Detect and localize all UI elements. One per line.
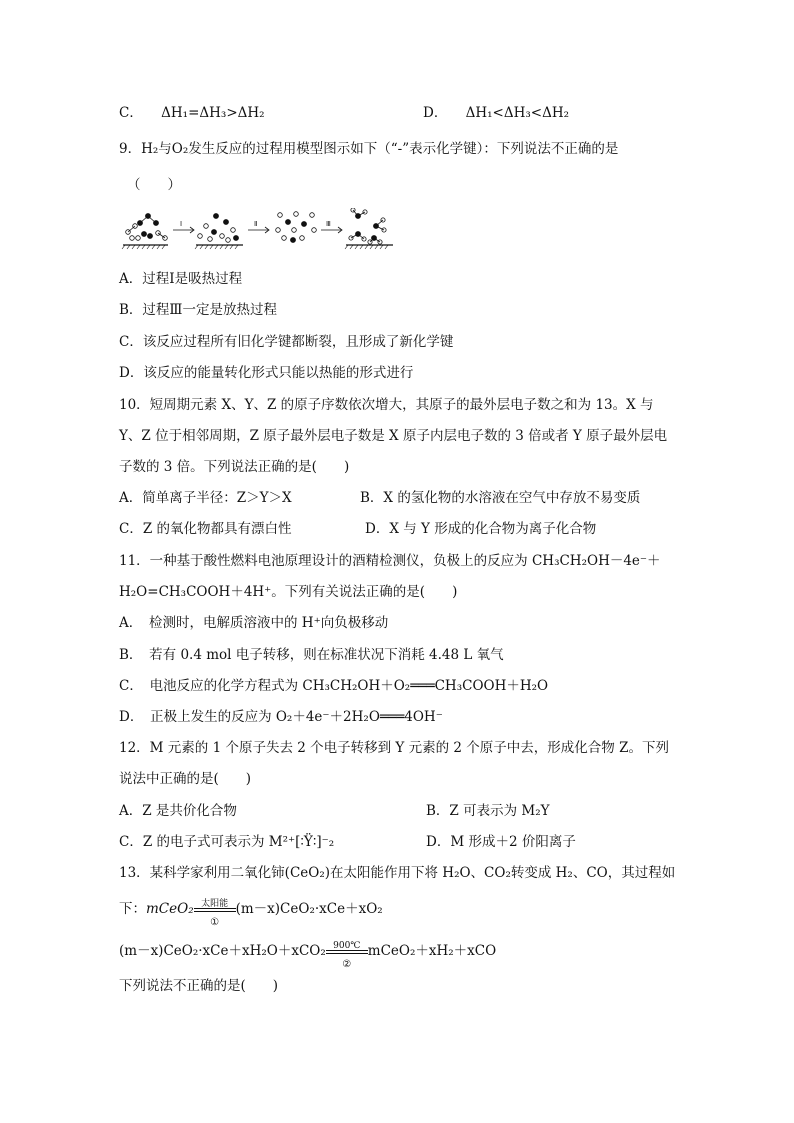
stage-3-atoms	[276, 212, 317, 243]
q10-option-b: B．X 的氢化物的水溶液在空气中存放不易变质	[360, 490, 641, 506]
eq-prefix: 下：	[119, 901, 146, 917]
q13-equation-1	[119, 898, 383, 928]
stem-text: H₂与O₂发生反应的过程用模型图示如下（“-”	[141, 141, 410, 157]
q12-stem-line1: 12．M 元素的 1 个原子失去 2 个电子转移到 Y 元素的 2 个原子中去，形成化合物 Z。下列	[119, 740, 669, 756]
step-label-2: Ⅱ	[254, 220, 258, 228]
q12-option-a: A．Z 是共价化合物	[119, 803, 237, 819]
q11-option-c: C． 电池反应的化学方程式为 CH₃CH₂OH＋O₂═══CH₃COOH＋H₂O	[119, 678, 549, 694]
q12-option-b: B．Z 可表示为 M₂Y	[426, 803, 550, 819]
option-text: ΔH₁=ΔH₃>ΔH₂	[161, 105, 265, 121]
q13-stem-line1: 13．某科学家利用二氧化铈(CeO₂)在太阳能作用下将 H₂O、CO₂转变成 H₂、CO，其过程如	[119, 865, 676, 881]
eq2-rhs: mCeO₂＋xH₂＋xCO	[367, 943, 497, 959]
q9-stem	[119, 140, 618, 158]
q10-option-d: D．X 与 Y 形成的化合物为离子化合物	[365, 521, 597, 537]
option-letter: C．	[119, 105, 143, 121]
eq2-condition: 900℃	[333, 940, 361, 951]
q13-equation-2	[119, 940, 497, 970]
eq1-lhs: mCeO₂	[146, 901, 194, 917]
q11-option-b: B． 若有 0.4 mol 电子转移，则在标准状况下消耗 4.48 L 氧气	[119, 647, 504, 663]
q11-stem-line2: H₂O=CH₃COOH＋4H⁺。下列有关说法正确的是( )	[119, 584, 458, 600]
q11-stem-line1: 11．一种基于酸性燃料电池原理设计的酒精检测仪，负极上的反应为 CH₃CH₂OH－4e⁻＋	[119, 553, 661, 569]
q10-option-c: C．Z 的氧化物都具有漂白性	[119, 521, 292, 537]
stem-text-2: 表示化学键）：下列说法不正确的是	[409, 141, 619, 157]
q12-option-d: D．M 形成＋2 价阳离子	[426, 834, 576, 850]
eq2-step: ②	[342, 958, 352, 970]
q12-option-c: C．Z 的电子式可表示为 M²⁺[∶Ÿ∶]⁻₂	[119, 834, 335, 850]
q10-stem-line3: 子数的 3 倍。下列说法正确的是( )	[119, 459, 350, 475]
stage-1-molecules	[122, 214, 168, 250]
eq1-step: ①	[210, 916, 220, 928]
eq1-arrow	[194, 898, 236, 928]
option-letter: D．	[423, 105, 448, 121]
eq2-lhs: (m－x)CeO₂·xCe＋xH₂O＋xCO₂	[119, 943, 326, 959]
eq2-arrow	[326, 940, 368, 970]
q8-option-c	[119, 104, 265, 122]
q9-option-c: C．该反应过程所有旧化学键都断裂，且形成了新化学键	[119, 334, 454, 350]
stage-2-atoms	[195, 214, 243, 250]
stage-4-products	[345, 208, 393, 249]
question-number: 9．	[119, 141, 142, 157]
reaction-model-figure	[118, 208, 398, 256]
q9-option-a: A．过程Ⅰ是吸热过程	[119, 271, 243, 287]
q12-stem-line2: 说法中正确的是( )	[119, 771, 252, 787]
q9-answer-paren: （ ）	[127, 177, 181, 193]
eq1-condition: 太阳能	[201, 898, 229, 909]
option-text: ΔH₁<ΔH₃<ΔH₂	[465, 105, 570, 121]
q10-stem-line1: 10．短周期元素 X、Y、Z 的原子序数依次增大，其原子的最外层电子数之和为 13。X 与	[119, 397, 654, 413]
q11-option-a: A． 检测时，电解质溶液中的 H⁺向负极移动	[119, 615, 389, 631]
q11-option-d: D． 正极上发生的反应为 O₂＋4e⁻＋2H₂O═══4OH⁻	[119, 709, 443, 725]
eq1-rhs: (m－x)CeO₂·xCe＋xO₂	[235, 901, 383, 917]
q13-tail: 下列说法不正确的是( )	[119, 978, 279, 994]
q8-option-d	[423, 104, 569, 122]
q10-stem-line2: Y、Z 位于相邻周期，Z 原子最外层电子数是 X 原子内层电子数的 3 倍或者 Y 原子最外层电	[119, 428, 668, 444]
q10-option-a: A．简单离子半径：Z＞Y＞X	[119, 490, 292, 506]
q9-option-b: B．过程Ⅲ一定是放热过程	[119, 302, 277, 318]
step-label-3: Ⅲ	[326, 220, 331, 228]
q9-option-d: D．该反应的能量转化形式只能以热能的形式进行	[119, 365, 414, 381]
step-label-1: Ⅰ	[180, 220, 183, 228]
